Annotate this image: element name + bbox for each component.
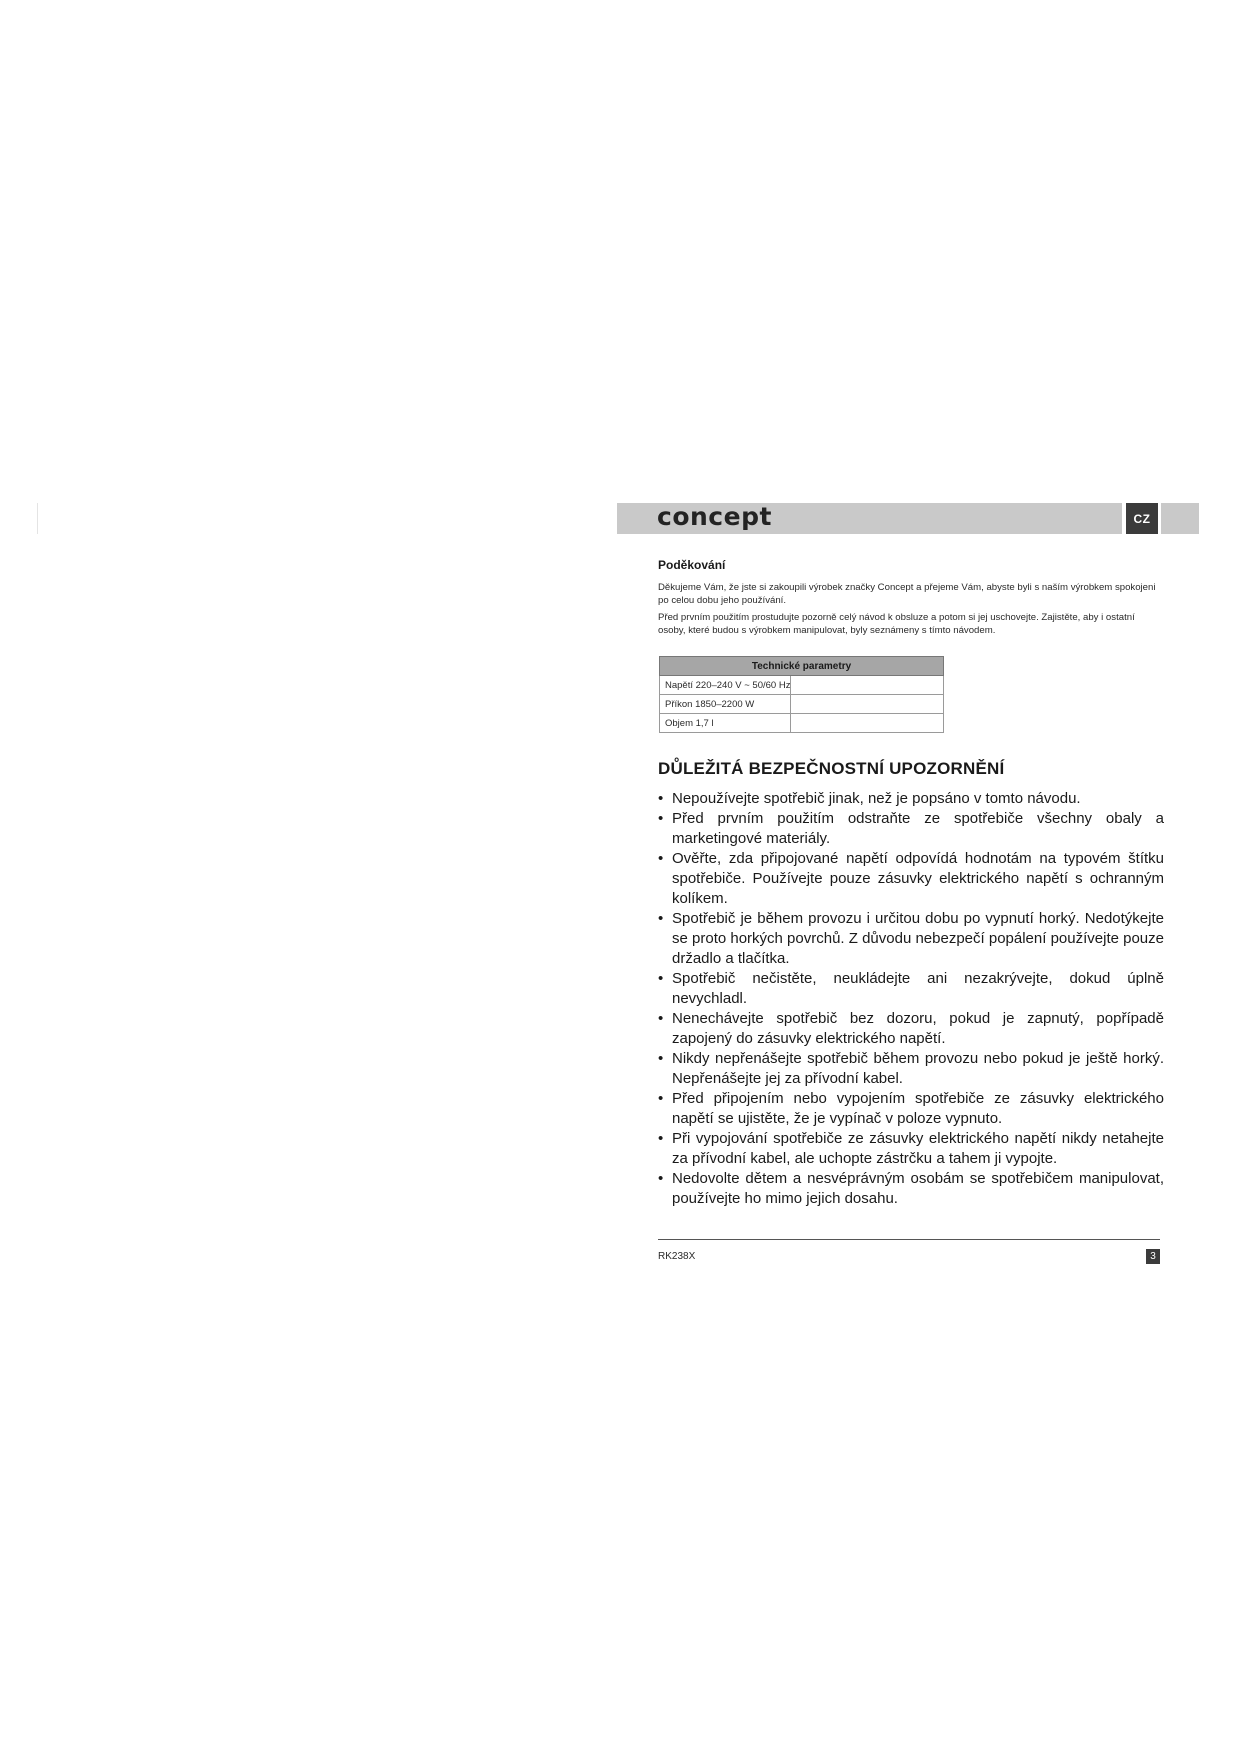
spec-value [791, 695, 944, 714]
list-item: • Spotřebič je během provozu i určitou dobu po vypnutí horký. Nedotýkejte se proto horkých povrchů. Z důvodu nebezpečí popálení používejte pouze držadlo a tlačítka. [658, 909, 1164, 969]
page-edge-mark [37, 503, 38, 534]
intro-paragraph: Před prvním použitím prostudujte pozorně celý návod k obsluze a potom si jej uschovejte. Zajistěte, aby i ostatní osoby, které budou s výrobkem manipulovat, byly seznámeny s tímto návodem. [658, 612, 1135, 636]
intro-paragraph: Děkujeme Vám, že jste si zakoupili výrobek značky Concept a přejeme Vám, abyste byli s naším výrobkem spokojeni po celou dobu jeho používání. [658, 582, 1156, 606]
list-item: • Před prvním použitím odstraňte ze spotřebiče všechny obaly a marketingové materiály. [658, 809, 1164, 849]
safety-heading: DŮLEŽITÁ BEZPEČNOSTNÍ UPOZORNĚNÍ [658, 759, 1005, 778]
list-item: • Nedovolte dětem a nesvéprávným osobám se spotřebičem manipulovat, používejte ho mimo jejich dosahu. [658, 1169, 1164, 1209]
spec-value [791, 676, 944, 695]
spec-label: Napětí 220–240 V ~ 50/60 Hz [660, 676, 791, 695]
table-row [660, 695, 944, 714]
spec-label: Příkon 1850–2200 W [660, 695, 791, 714]
list-item: • Nenechávejte spotřebič bez dozoru, pokud je zapnutý, popřípadě zapojený do zásuvky elektrického napětí. [658, 1009, 1164, 1049]
list-item: • Ověřte, zda připojované napětí odpovídá hodnotám na typovém štítku spotřebiče. Používejte pouze zásuvky elektrického napětí s ochranným kolíkem. [658, 849, 1164, 909]
list-item: • Před připojením nebo vypojením spotřebiče ze zásuvky elektrického napětí se ujistěte, že je vypínač v poloze vypnuto. [658, 1089, 1164, 1129]
safety-list [658, 789, 1164, 1209]
technical-parameters-table [659, 656, 944, 733]
header-bar-end [1161, 503, 1199, 534]
table-row [660, 676, 944, 695]
list-item: • Spotřebič nečistěte, neukládejte ani nezakrývejte, dokud úplně nevychladl. [658, 969, 1164, 1009]
brand-logo: concept [657, 502, 772, 531]
list-item: • Při vypojování spotřebiče ze zásuvky elektrického napětí nikdy netahejte za přívodní kabel, ale uchopte zástrčku a tahem ji vypojte. [658, 1129, 1164, 1169]
spec-value [791, 714, 944, 733]
model-number: RK238X [658, 1251, 696, 1262]
page-number: 3 [1146, 1249, 1160, 1264]
list-item: • Nikdy nepřenášejte spotřebič během provozu nebo pokud je ještě horký. Nepřenášejte jej za přívodní kabel. [658, 1049, 1164, 1089]
spec-label: Objem 1,7 l [660, 714, 791, 733]
language-badge: CZ [1126, 503, 1158, 534]
table-title: Technické parametry [660, 657, 944, 676]
list-item: • Nepoužívejte spotřebič jinak, než je popsáno v tomto návodu. [658, 789, 1164, 809]
table-row [660, 714, 944, 733]
intro-title: Poděkování [658, 558, 726, 572]
footer-divider [658, 1239, 1160, 1240]
